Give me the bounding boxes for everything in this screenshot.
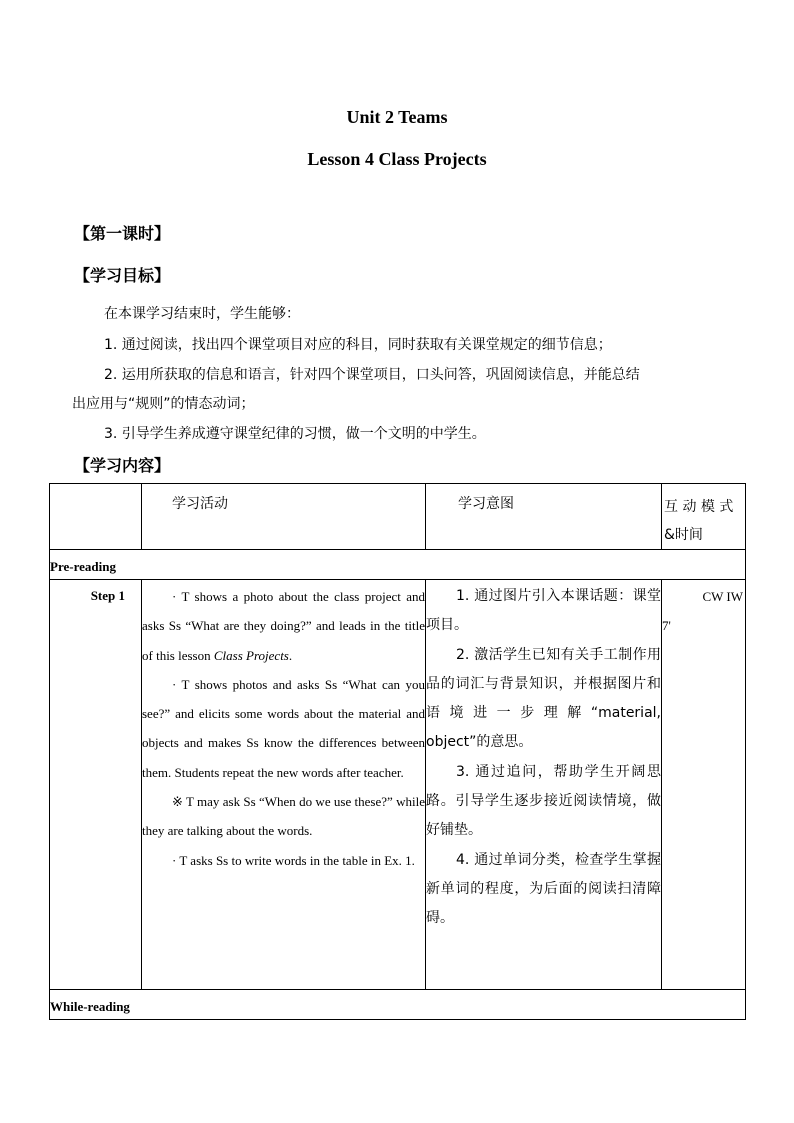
activity-paragraph-2: · T shows photos and asks Ss “What can you see?” and elicits some words about the material and objects and makes Ss know the differences between them. Students repeat the new words after teacher. xyxy=(142,676,425,780)
pre-reading-cell xyxy=(50,550,746,580)
pre-reading-label: Pre-reading xyxy=(50,559,116,574)
header-time-label: &时间 xyxy=(664,527,703,543)
intent-paragraph-3: 3. 通过追问，帮助学生开阔思路。引导学生逐步接近阅读情境，做好铺垫。 xyxy=(426,763,661,839)
step1-mode-cell xyxy=(662,580,746,990)
header-mode-label: 互 动 模 式 xyxy=(664,499,734,515)
header-intent xyxy=(426,484,662,550)
table-header-row xyxy=(50,484,746,550)
step1-row xyxy=(50,580,746,990)
activity-paragraph-3: ※ T may ask Ss “When do we use these?” while they are talking about the words. xyxy=(142,794,425,839)
step1-label: Step 1 xyxy=(90,588,125,603)
pre-reading-row xyxy=(50,550,746,580)
header-activity-label: 学习活动 xyxy=(172,496,228,512)
lesson-title: Lesson 4 Class Projects xyxy=(307,149,487,169)
header-mode-time xyxy=(662,484,746,550)
objectives-intro: 在本课学习结束时，学生能够： xyxy=(104,306,300,322)
step1-intent-cell xyxy=(426,580,662,990)
activity-paragraph-1: · T shows a photo about the class project and asks Ss “What are they doing?” and leads in the title of this lesson Class Projects. xyxy=(142,589,425,663)
step1-label-cell xyxy=(50,580,142,990)
while-reading-cell xyxy=(50,990,746,1020)
step1-mode: CW IW xyxy=(702,589,743,604)
objective-item-2: 2. 运用所获取的信息和语言，针对四个课堂项目，口头问答，巩固阅读信息，并能总结 xyxy=(104,367,640,383)
step1-time: 7' xyxy=(662,618,671,634)
objective-item-1: 1. 通过阅读，找出四个课堂项目对应的科目，同时获取有关课堂规定的细节信息； xyxy=(104,337,612,353)
while-reading-row xyxy=(50,990,746,1020)
lesson-plan-table xyxy=(49,483,746,1020)
objective-item-3: 3. 引导学生养成遵守课堂纪律的习惯，做一个文明的中学生。 xyxy=(104,426,486,442)
step1-activity-cell xyxy=(142,580,426,990)
period-heading: 【第一课时】 xyxy=(74,224,171,243)
header-intent-label: 学习意图 xyxy=(458,496,514,512)
activity-paragraph-4: · T asks Ss to write words in the table in Ex. 1. xyxy=(172,852,415,868)
content-heading: 【学习内容】 xyxy=(74,456,171,475)
intent-paragraph-4: 4. 通过单词分类，检查学生掌握新单词的程度，为后面的阅读扫清障碍。 xyxy=(426,851,661,927)
intent-paragraph-2: 2. 激活学生已知有关手工制作用品的词汇与背景知识，并根据图片和语境进一步理解“material, object”的意思。 xyxy=(426,646,661,751)
while-reading-label: While-reading xyxy=(50,999,130,1014)
objectives-heading: 【学习目标】 xyxy=(74,266,171,285)
header-activity xyxy=(142,484,426,550)
header-blank-cell xyxy=(50,484,142,550)
objective-item-2-cont: 出应用与“规则”的情态动词； xyxy=(72,396,255,412)
intent-paragraph-1: 1. 通过图片引入本课话题：课堂项目。 xyxy=(426,588,661,634)
unit-title: Unit 2 Teams xyxy=(346,107,448,127)
